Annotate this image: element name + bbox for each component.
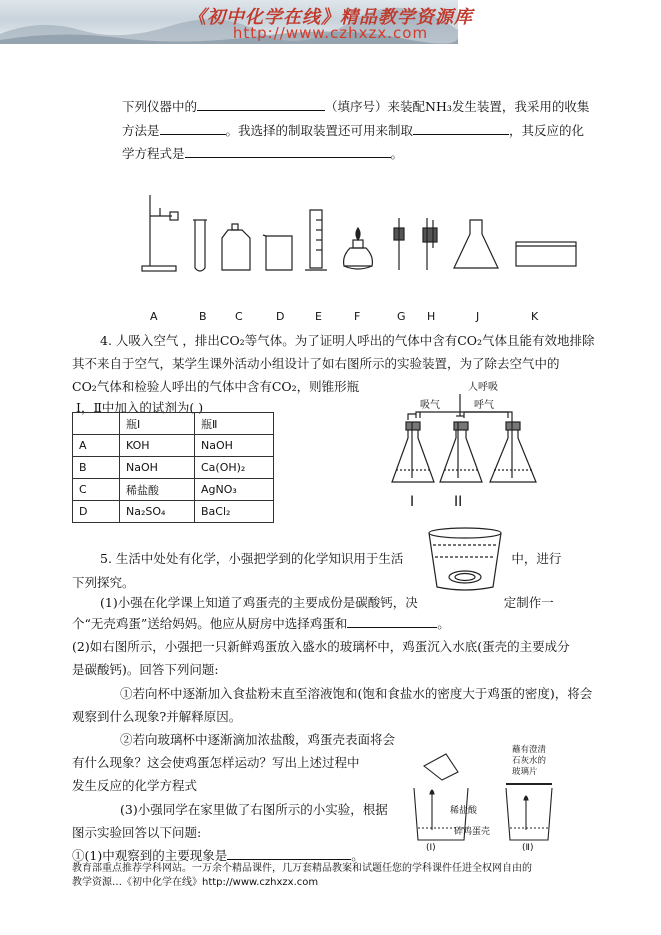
q5-line-13: 图示实验回答以下问题: (72, 825, 202, 840)
q5-line-5: (2)如右图所示，小强把一只新鲜鸡蛋放入盛水的玻璃杯中，鸡蛋沉入水底(蛋壳的主要成分 (72, 639, 570, 654)
q3-line-1 (122, 97, 589, 115)
q3-text: ，其反应的化 (509, 123, 585, 138)
reagent-options-table (72, 412, 274, 523)
apparatus-label: K (531, 310, 539, 323)
test-tube-icon (193, 220, 207, 271)
table-header-row (73, 413, 274, 435)
conical-flask-icon (454, 220, 498, 268)
table-row[interactable] (73, 457, 274, 479)
q5-line-7: ①若向杯中逐渐加入食盐粉末直至溶液饱和(饱和食盐水的密度大于鸡蛋的密度)，将会 (120, 686, 593, 701)
q5-line-8: 观察到什么现象?并解释原因。 (72, 709, 242, 724)
double-hole-stopper-icon (423, 218, 437, 270)
eggshell-acid-figure (402, 740, 572, 852)
q5-line-4 (72, 614, 450, 632)
q5-text: 。 (437, 616, 450, 631)
flask-1-label: I (410, 494, 415, 510)
exhale-label: 呼气 (474, 400, 494, 411)
q3-text: 。我选择的制取装置还可用来制取 (225, 123, 414, 138)
q5-text: 中，进行 (511, 551, 562, 566)
table-cell: A (73, 435, 120, 457)
table-cell: Na₂SO₄ (120, 501, 195, 523)
table-cell: C (73, 479, 120, 501)
breathe-label: 人呼吸 (468, 382, 498, 393)
graduated-cylinder-icon (305, 210, 327, 270)
q5-text: 5. 生活中处处有化学，小强把学到的化学知识用于生活 (100, 551, 404, 566)
table-cell: NaOH (120, 457, 195, 479)
q5-line-10: 有什么现象？这会使鸡蛋怎样运动？写出上述过程中 (72, 755, 360, 770)
apparatus-label: F (354, 310, 361, 323)
q5-text: (1)小强在化学课上知道了鸡蛋壳的主要成份是碳酸钙，决 (100, 595, 418, 610)
flask-2-icon (440, 422, 482, 482)
q3-text: 方法是 (122, 123, 160, 138)
header-banner (0, 0, 473, 44)
q4-line-1: 4. 人吸入空气 ，排出CO₂等气体。为了证明人呼出的气体中含有CO₂气体且能有效地排除 (100, 333, 595, 348)
table-header-cell (73, 413, 120, 435)
q3-line-3 (122, 144, 403, 162)
q5-text: ①(1)中观察到的主要现象是 (72, 848, 228, 863)
q3-text: 学方程式是 (122, 146, 185, 161)
q5-line-3 (100, 593, 554, 611)
footer-line-1: 教育部重点推荐学科网站。一万余个精品课件，几万套精品教案和试题任您的学科课件任进全权网自由的 (72, 863, 532, 874)
q3-text: NH₃发生装置，我采用的收集 (425, 99, 590, 114)
table-cell: KOH (120, 435, 195, 457)
single-hole-stopper-icon (394, 218, 404, 270)
q5-line-11: 发生反应的化学方程式 (72, 778, 198, 793)
q4-line-3: CO₂气体和检验人呼出的气体中含有CO₂，则锥形瓶 (72, 379, 360, 394)
table-cell: AgNO₃ (195, 479, 274, 501)
answer-blank[interactable] (347, 615, 437, 628)
answer-blank[interactable] (413, 122, 509, 135)
q5-text: 个“无壳鸡蛋”送给妈妈。他应从厨房中选择鸡蛋和 (72, 616, 348, 631)
table-row[interactable] (73, 435, 274, 457)
flask-1-icon (392, 422, 434, 482)
q5-text: 定制作一 (503, 595, 554, 610)
q5-line-2: 下列探究。 (72, 575, 135, 590)
table-row[interactable] (73, 479, 274, 501)
q5-line-12: (3)小强同学在家里做了右图所示的小实验，根据 (120, 802, 388, 817)
limewater-label: 玻璃片 (512, 767, 538, 777)
answer-blank[interactable] (160, 122, 226, 135)
banner-title: 《初中化学在线》精品教学资源库 (188, 7, 473, 28)
table-cell: B (73, 457, 120, 479)
limewater-label: 石灰水的 (512, 756, 547, 766)
apparatus-label: G (397, 310, 406, 323)
answer-blank[interactable] (185, 145, 391, 158)
breathing-flasks-figure (388, 378, 556, 514)
cup-2-label: (Ⅱ) (522, 843, 534, 852)
answer-blank[interactable] (197, 98, 325, 111)
apparatus-label: D (276, 310, 285, 323)
q4-line-4: Ⅰ，Ⅱ中加入的试剂为( ) (76, 400, 204, 415)
egg-in-cup-figure (425, 527, 505, 593)
apparatus-figure (130, 190, 590, 280)
flask-3-icon (490, 422, 536, 482)
q4-line-2: 其不来自于空气，某学生课外活动小组设计了如右图所示的实验装置，为了除去空气中的 (72, 356, 560, 371)
table-cell: Ca(OH)₂ (195, 457, 274, 479)
apparatus-label: H (427, 310, 436, 323)
apparatus-label: E (315, 310, 322, 323)
cup-1-label: (Ⅰ) (426, 843, 436, 852)
reagent-bottle-icon (222, 224, 250, 270)
flask-2-label: II (454, 494, 463, 510)
apparatus-label: C (235, 310, 243, 323)
iron-stand-icon (142, 195, 178, 271)
q3-line-2 (122, 121, 584, 139)
table-cell: NaOH (195, 435, 274, 457)
table-header-cell: 瓶Ⅰ (120, 413, 195, 435)
apparatus-label: J (476, 310, 480, 323)
table-cell: D (73, 501, 120, 523)
trough-icon (516, 242, 576, 266)
q3-text: 下列仪器中的 (122, 99, 198, 114)
table-header-cell: 瓶Ⅱ (195, 413, 274, 435)
footer-line-2[interactable]: 教学资源…《初中化学在线》http://www.czhxzx.com (72, 877, 319, 888)
q5-line-9: ②若向玻璃杯中逐渐滴加浓盐酸，鸡蛋壳表面将会 (120, 732, 396, 747)
apparatus-label: A (150, 310, 158, 323)
acid-label: 稀盐酸 (450, 806, 478, 816)
table-row[interactable] (73, 501, 274, 523)
cup-2-icon (506, 784, 552, 840)
q3-text: 。 (390, 146, 404, 161)
table-cell: 稀盐酸 (120, 479, 195, 501)
limewater-label: 蘸有澄清 (512, 745, 547, 755)
banner-url[interactable]: http://www.czhxzx.com (232, 24, 429, 42)
table-cell: BaCl₂ (195, 501, 274, 523)
q5-text: 。 (351, 848, 364, 863)
alcohol-lamp-icon (344, 228, 373, 269)
apparatus-label: B (199, 310, 207, 323)
shell-label: 碎鸡蛋壳 (454, 827, 491, 837)
q5-line-6: 是碳酸钙)。回答下列问题: (72, 662, 219, 677)
beaker-icon (263, 235, 292, 270)
inhale-label: 吸气 (420, 400, 440, 411)
q3-text: （填序号）来装配 (325, 99, 426, 114)
